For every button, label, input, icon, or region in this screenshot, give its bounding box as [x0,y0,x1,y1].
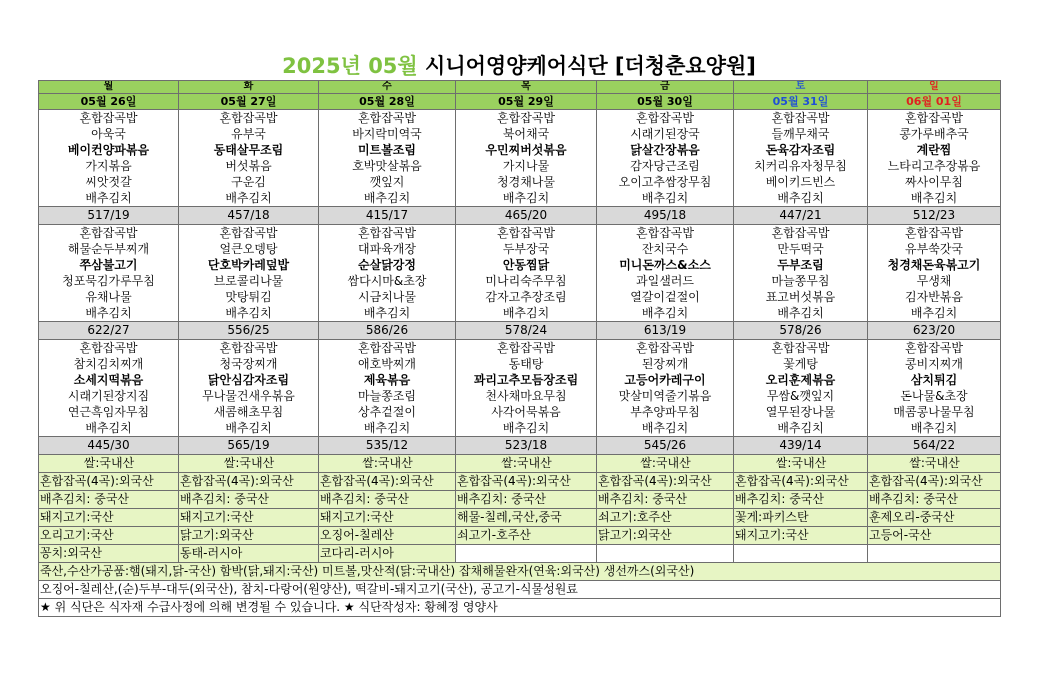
menu-item: 대파육개장 [319,241,456,257]
menu-item: 배추김치 [456,420,597,437]
menu-item: 부추양파무침 [597,404,734,420]
menu-item: 배추김치 [456,190,597,207]
meal-row [39,241,1001,257]
menu-item: 배추김치 [456,305,597,322]
menu-item: 북어채국 [456,126,597,142]
menu-item: 돈나물&초장 [868,388,1001,404]
date-cell: 05월 28일 [319,94,456,110]
menu-item: 혼합잡곡밥 [179,225,319,242]
origin-cell: 혼합잡곡(4곡):외국산 [734,473,868,491]
menu-item: 혼합잡곡밥 [597,340,734,357]
origin-cell: 돼지고기:국산 [39,509,179,527]
menu-item: 짜사이무침 [868,174,1001,190]
menu-item: 시금치나물 [319,289,456,305]
menu-item: 잔치국수 [597,241,734,257]
meal-row [39,340,1001,357]
menu-item: 삼치튀김 [868,372,1001,388]
meal-row [39,158,1001,174]
menu-item: 새콤해초무침 [179,404,319,420]
origin-cell: 혼합잡곡(4곡):외국산 [597,473,734,491]
menu-item: 고등어카레구이 [597,372,734,388]
menu-item: 혼합잡곡밥 [319,110,456,127]
menu-item: 천사채마요무침 [456,388,597,404]
origin-cell: 혼합잡곡(4곡):외국산 [456,473,597,491]
date-cell: 05월 30일 [597,94,734,110]
origin-cell: 훈제오리-중국산 [868,509,1001,527]
origin-cell: 배추김치: 중국산 [39,491,179,509]
title-year-month: 2025년 05월 [282,54,418,78]
menu-item: 미니돈까스&소스 [597,257,734,273]
menu-item: 표고버섯볶음 [734,289,868,305]
menu-item: 열무된장나물 [734,404,868,420]
menu-item: 쌈다시마&초장 [319,273,456,289]
menu-item: 혼합잡곡밥 [868,110,1001,127]
origin-cell: 쌀:국내산 [868,455,1001,473]
menu-item: 콩비지찌개 [868,356,1001,372]
menu-item: 미트볼조림 [319,142,456,158]
origin-cell: 코다리-러시아 [319,545,456,563]
menu-item: 배추김치 [319,305,456,322]
menu-item: 오이고추쌈장무침 [597,174,734,190]
weekday-row [39,81,1001,94]
kcal-protein-cell: 495/18 [597,207,734,225]
origin-row [39,527,1001,545]
menu-item: 혼합잡곡밥 [319,340,456,357]
menu-item: 동태탕 [456,356,597,372]
meal-row [39,289,1001,305]
origin-cell: 배추김치: 중국산 [734,491,868,509]
meal-row [39,372,1001,388]
menu-item: 감자당근조림 [597,158,734,174]
weekday-cell: 목 [456,81,597,94]
title-name: 시니어영양케어식단 [더청춘요양원] [425,54,756,78]
kcal-protein-cell: 586/26 [319,322,456,340]
kcal-row [39,207,1001,225]
kcal-protein-cell: 465/20 [456,207,597,225]
kcal-protein-cell: 445/30 [39,437,179,455]
menu-item: 제육볶음 [319,372,456,388]
kcal-protein-cell: 565/19 [179,437,319,455]
origin-row [39,509,1001,527]
weekday-cell: 수 [319,81,456,94]
kcal-row [39,437,1001,455]
menu-item: 혼합잡곡밥 [734,340,868,357]
origin-row [39,545,1001,563]
menu-item: 무나물건새우볶음 [179,388,319,404]
menu-item: 혼합잡곡밥 [734,225,868,242]
menu-item: 배추김치 [597,420,734,437]
kcal-protein-cell: 622/27 [39,322,179,340]
menu-item: 안동찜닭 [456,257,597,273]
footer-row [39,563,1001,581]
origin-cell: 꽃게:파키스탄 [734,509,868,527]
menu-item: 느타리고추장볶음 [868,158,1001,174]
weekday-cell: 토 [734,81,868,94]
origin-cell: 고등어-국산 [868,527,1001,545]
menu-item: 혼합잡곡밥 [456,110,597,127]
menu-item: 청국장찌개 [179,356,319,372]
menu-item: 얼큰오뎅탕 [179,241,319,257]
footer-seafood-origins: 오징어-칠레산,(순)두부-대두(외국산), 참치-다랑어(원양산), 떡갈비-돼지고기(국산), 공고기-식물성원료 [39,581,1001,599]
menu-item: 가지나물 [456,158,597,174]
menu-item: 사각어묵볶음 [456,404,597,420]
menu-item: 들깨무채국 [734,126,868,142]
menu-item: 호박맛살볶음 [319,158,456,174]
origin-cell: 오리고기:국산 [39,527,179,545]
menu-item: 동태살무조림 [179,142,319,158]
menu-item: 배추김치 [734,305,868,322]
menu-item: 혼합잡곡밥 [597,225,734,242]
origin-cell [868,545,1001,563]
meal-row [39,225,1001,242]
date-cell: 05월 29일 [456,94,597,110]
menu-item: 혼합잡곡밥 [456,340,597,357]
menu-item: 무쌈&깻잎지 [734,388,868,404]
origin-cell: 동태-러시아 [179,545,319,563]
menu-item: 매콤콩나물무침 [868,404,1001,420]
menu-item: 혼합잡곡밥 [39,110,179,127]
menu-item: 시래기된장지짐 [39,388,179,404]
kcal-protein-cell: 523/18 [456,437,597,455]
kcal-row [39,322,1001,340]
origin-cell: 혼합잡곡(4곡):외국산 [868,473,1001,491]
origin-cell: 쌀:국내산 [39,455,179,473]
menu-item: 만두떡국 [734,241,868,257]
menu-item: 청경채돈육볶고기 [868,257,1001,273]
menu-item: 혼합잡곡밥 [734,110,868,127]
menu-item: 혼합잡곡밥 [179,340,319,357]
menu-item: 아욱국 [39,126,179,142]
menu-item: 가지볶음 [39,158,179,174]
origin-cell: 혼합잡곡(4곡):외국산 [319,473,456,491]
origin-cell: 배추김치: 중국산 [456,491,597,509]
menu-item: 소세지떡볶음 [39,372,179,388]
origin-cell [456,545,597,563]
menu-item: 감자고추장조림 [456,289,597,305]
weekday-cell: 일 [868,81,1001,94]
menu-item: 배추김치 [868,305,1001,322]
menu-item: 혼합잡곡밥 [179,110,319,127]
kcal-protein-cell: 512/23 [868,207,1001,225]
menu-item: 참치김치찌개 [39,356,179,372]
menu-table [38,80,1001,617]
page-title [0,50,1038,80]
menu-item: 씨앗젓갈 [39,174,179,190]
menu-item: 우민찌버섯볶음 [456,142,597,158]
kcal-protein-cell: 517/19 [39,207,179,225]
kcal-protein-cell: 439/14 [734,437,868,455]
kcal-protein-cell: 564/22 [868,437,1001,455]
origin-cell: 돼지고기:국산 [179,509,319,527]
menu-item: 혼합잡곡밥 [868,225,1001,242]
menu-item: 혼합잡곡밥 [39,340,179,357]
menu-item: 혼합잡곡밥 [456,225,597,242]
menu-item: 배추김치 [39,420,179,437]
menu-item: 된장찌개 [597,356,734,372]
menu-item: 꽈리고추모듬장조림 [456,372,597,388]
date-cell: 06월 01일 [868,94,1001,110]
footer-row [39,581,1001,599]
origin-cell: 닭고기:외국산 [597,527,734,545]
menu-item: 연근흑임자무침 [39,404,179,420]
date-cell: 05월 31일 [734,94,868,110]
footer-processed-foods: 죽산,수산가공품:햄(돼지,닭-국산) 함박(닭,돼지:국산) 미트볼,맛산적(닭:국내산) 잡채해물완자(연육:외국산) 생선까스(외국산) [39,563,1001,581]
menu-item: 배추김치 [734,420,868,437]
kcal-protein-cell: 535/12 [319,437,456,455]
meal-row [39,142,1001,158]
menu-item: 닭안심감자조림 [179,372,319,388]
origin-cell: 해물-칠레,국산,중국 [456,509,597,527]
meal-row [39,110,1001,127]
date-cell: 05월 27일 [179,94,319,110]
origin-cell: 혼합잡곡(4곡):외국산 [39,473,179,491]
menu-item: 베이키드빈스 [734,174,868,190]
menu-item: 버섯볶음 [179,158,319,174]
menu-item: 베이컨양파볶음 [39,142,179,158]
menu-item: 상추겉절이 [319,404,456,420]
menu-item: 단호박카레덮밥 [179,257,319,273]
origin-cell: 쌀:국내산 [179,455,319,473]
menu-item: 김자반볶음 [868,289,1001,305]
weekday-cell: 월 [39,81,179,94]
meal-row [39,305,1001,322]
menu-item: 배추김치 [39,190,179,207]
menu-item: 배추김치 [319,420,456,437]
kcal-protein-cell: 578/24 [456,322,597,340]
origin-cell: 꽁치:외국산 [39,545,179,563]
menu-item: 맛살미역줄기볶음 [597,388,734,404]
kcal-protein-cell: 578/26 [734,322,868,340]
date-row [39,94,1001,110]
footer-notice: ★ 위 식단은 식자재 수급사정에 의해 변경될 수 있습니다. ★ 식단작성자: 황혜정 영양사 [39,599,1001,617]
menu-item: 구운김 [179,174,319,190]
menu-item: 배추김치 [597,305,734,322]
weekday-cell: 금 [597,81,734,94]
menu-item: 꽃게탕 [734,356,868,372]
menu-item: 오리훈제볶음 [734,372,868,388]
kcal-protein-cell: 447/21 [734,207,868,225]
kcal-protein-cell: 613/19 [597,322,734,340]
menu-item: 배추김치 [179,190,319,207]
menu-item: 배추김치 [39,305,179,322]
menu-item: 맛탕튀김 [179,289,319,305]
menu-item: 두부조림 [734,257,868,273]
menu-item: 청포묵김가루무침 [39,273,179,289]
menu-item: 무생채 [868,273,1001,289]
menu-item: 혼합잡곡밥 [597,110,734,127]
origin-cell: 돼지고기:국산 [734,527,868,545]
origin-cell: 쇠고기-호주산 [456,527,597,545]
menu-item: 유부쑥갓국 [868,241,1001,257]
origin-row [39,491,1001,509]
footer-row [39,599,1001,617]
menu-item: 쭈삼불고기 [39,257,179,273]
origin-cell: 쌀:국내산 [456,455,597,473]
meal-row [39,420,1001,437]
menu-item: 브로콜리나물 [179,273,319,289]
weekday-cell: 화 [179,81,319,94]
menu-item: 시래기된장국 [597,126,734,142]
origin-cell: 오징어-칠레산 [319,527,456,545]
kcal-protein-cell: 457/18 [179,207,319,225]
kcal-protein-cell: 545/26 [597,437,734,455]
origin-cell: 쌀:국내산 [597,455,734,473]
menu-item: 애호박찌개 [319,356,456,372]
origin-cell [597,545,734,563]
menu-item: 깻잎지 [319,174,456,190]
origin-row [39,455,1001,473]
kcal-protein-cell: 415/17 [319,207,456,225]
origin-cell: 혼합잡곡(4곡):외국산 [179,473,319,491]
menu-item: 콩가루배추국 [868,126,1001,142]
origin-cell [734,545,868,563]
menu-item: 배추김치 [319,190,456,207]
menu-item: 유부국 [179,126,319,142]
meal-row [39,257,1001,273]
meal-row [39,174,1001,190]
menu-item: 배추김치 [734,190,868,207]
menu-item: 혼합잡곡밥 [868,340,1001,357]
origin-cell: 배추김치: 중국산 [319,491,456,509]
menu-item: 순살닭강정 [319,257,456,273]
meal-row [39,356,1001,372]
menu-table-body [39,81,1001,617]
menu-item: 과일샐러드 [597,273,734,289]
meal-row [39,404,1001,420]
menu-item: 열갈이겉절이 [597,289,734,305]
menu-item: 치커리유자청무침 [734,158,868,174]
menu-item: 마늘쫑무침 [734,273,868,289]
origin-cell: 닭고기:외국산 [179,527,319,545]
menu-item: 배추김치 [597,190,734,207]
menu-item: 해물순두부찌개 [39,241,179,257]
kcal-protein-cell: 556/25 [179,322,319,340]
origin-cell: 배추김치: 중국산 [597,491,734,509]
menu-item: 배추김치 [179,420,319,437]
menu-item: 배추김치 [868,420,1001,437]
menu-item: 바지락미역국 [319,126,456,142]
meal-row [39,190,1001,207]
meal-row [39,388,1001,404]
menu-item: 두부장국 [456,241,597,257]
origin-cell: 돼지고기:국산 [319,509,456,527]
kcal-protein-cell: 623/20 [868,322,1001,340]
meal-row [39,126,1001,142]
origin-cell: 배추김치: 중국산 [179,491,319,509]
menu-item: 혼합잡곡밥 [319,225,456,242]
menu-item: 유채나물 [39,289,179,305]
menu-item: 마늘쫑조림 [319,388,456,404]
menu-item: 돈육감자조림 [734,142,868,158]
origin-cell: 쌀:국내산 [734,455,868,473]
menu-item: 배추김치 [179,305,319,322]
meal-row [39,273,1001,289]
origin-cell: 쌀:국내산 [319,455,456,473]
date-cell: 05월 26일 [39,94,179,110]
origin-row [39,473,1001,491]
menu-item: 배추김치 [868,190,1001,207]
menu-item: 계란찜 [868,142,1001,158]
menu-item: 미나리숙주무침 [456,273,597,289]
menu-item: 청경채나물 [456,174,597,190]
origin-cell: 쇠고기:호주산 [597,509,734,527]
menu-item: 닭살간장볶음 [597,142,734,158]
menu-item: 혼합잡곡밥 [39,225,179,242]
origin-cell: 배추김치: 중국산 [868,491,1001,509]
